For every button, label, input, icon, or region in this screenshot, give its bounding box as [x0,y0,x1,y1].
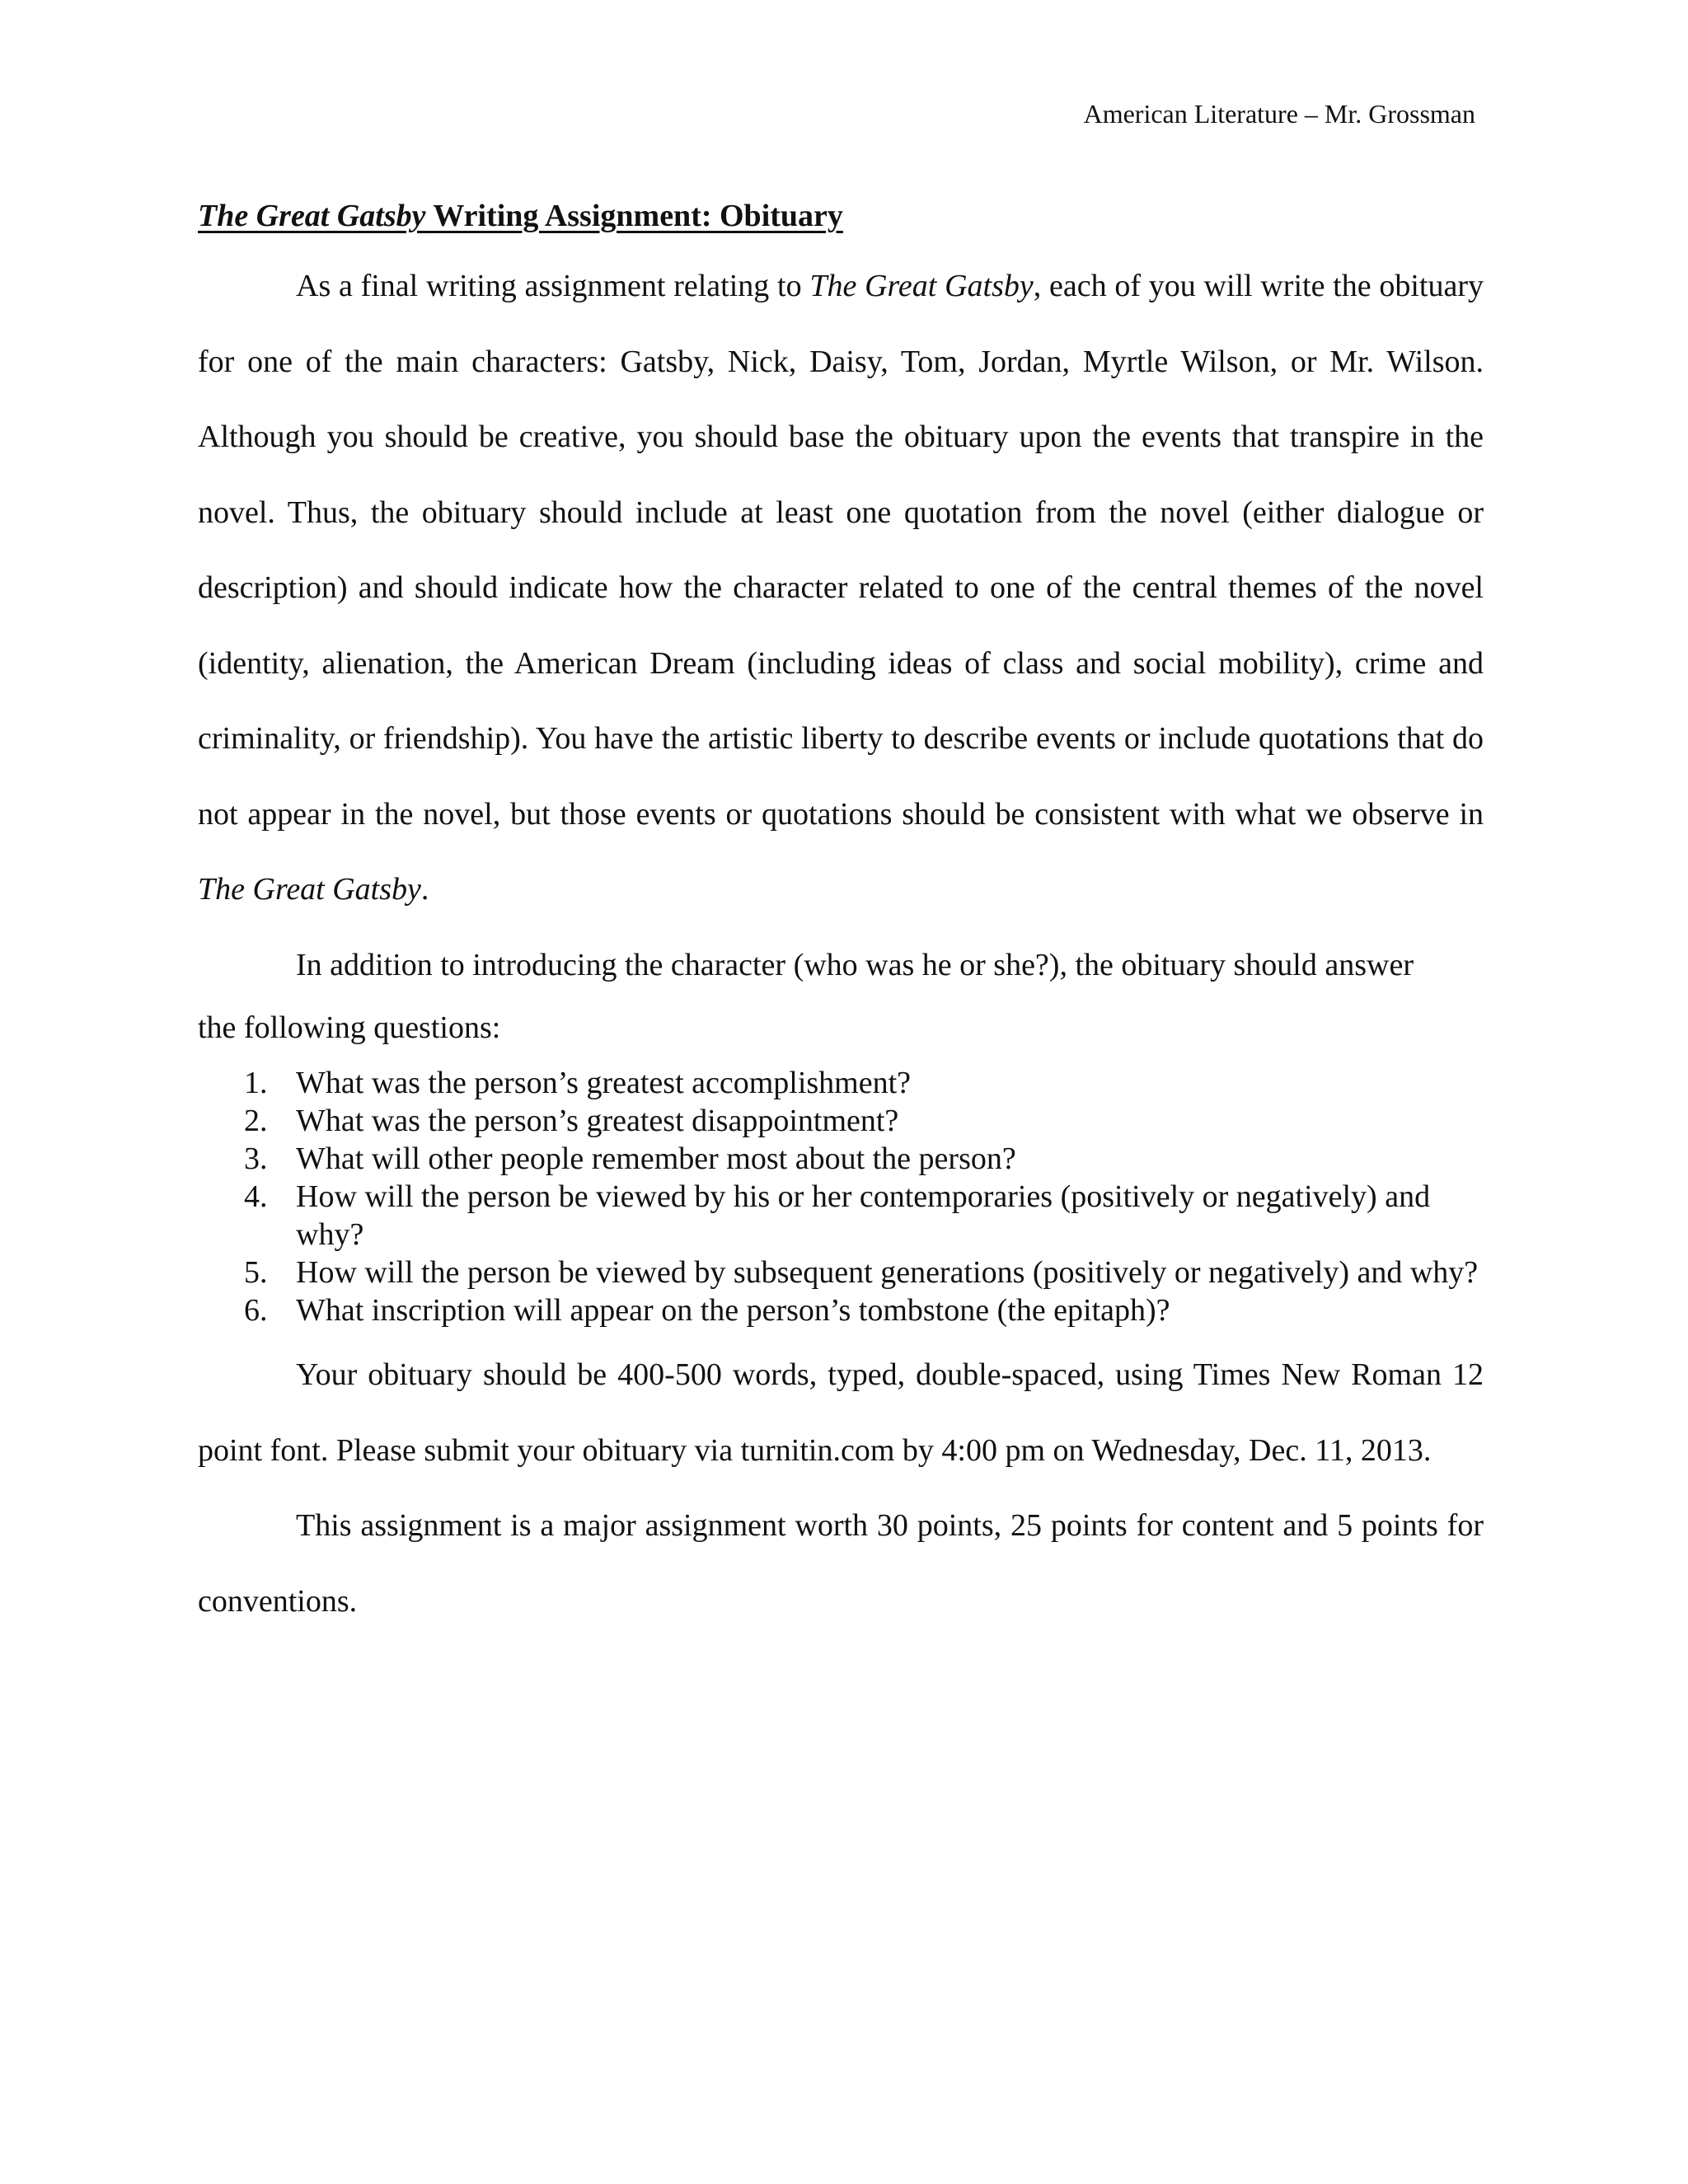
list-item-number: 2. [244,1104,268,1138]
list-item-text: How will the person be viewed by his or her contemporaries (positively or negatively) and why? [296,1179,1431,1252]
list-item-number: 6. [244,1293,268,1328]
list-item [198,1102,1484,1140]
list-item-text: What inscription will appear on the person’s tombstone (the epitaph)? [296,1293,1170,1328]
requirements-paragraph: Your obituary should be 400-500 words, typed, double-spaced, using Times New Roman 12 point font. Please submit your obituary via turnitin.com by 4:00 pm on Wednesday, Dec. 11, 2013. [198,1357,1484,1468]
intro-book-title-2: The Great Gatsby [198,872,421,907]
list-item-text: What was the person’s greatest accomplishment? [296,1066,912,1100]
list-item [198,1140,1484,1178]
title-book-name: The Great Gatsby [198,199,426,233]
list-item-number: 4. [244,1179,268,1214]
questions-list [198,1064,1484,1329]
list-item [198,1064,1484,1102]
course-header: American Literature – Mr. Grossman [1083,99,1475,129]
document-body [198,194,1484,1639]
list-item-text: What was the person’s greatest disappointment? [296,1104,899,1138]
grading-paragraph: This assignment is a major assignment worth 30 points, 25 points for content and 5 points for conventions. [198,1508,1484,1619]
intro-paragraph [198,249,1484,928]
list-item-text: How will the person be viewed by subsequent generations (positively or negatively) and why? [296,1255,1479,1290]
intro-text-end: . [420,872,429,907]
questions-intro-line-1: In addition to introducing the character (who was he or she?), the obituary should answer [296,947,1414,982]
questions-intro-line-2: the following questions: [198,1010,501,1045]
intro-book-title: The Great Gatsby [809,269,1034,303]
list-item [198,1178,1484,1254]
intro-text-start: As a final writing assignment relating to [296,269,810,303]
list-item-number: 5. [244,1255,268,1290]
list-item-text: What will other people remember most about the person? [296,1141,1016,1176]
list-item-number: 3. [244,1141,268,1176]
list-item [198,1291,1484,1329]
list-item-number: 1. [244,1066,268,1100]
list-item [198,1254,1484,1291]
page-title [198,194,1484,237]
title-rest: Writing Assignment: Obituary [425,199,843,233]
intro-text-middle: , each of you will write the obituary for one of the main characters: Gatsby, Nick, Daisy, Tom, Jordan, Myrtle Wilson, or Mr. Wilson. Although you should be creative, you should base the obituary upon the events that transpire in the novel. Thus, the obituary should include at least one quotation from the novel (either dialogue or description) and should indicate how the character related to one of the central themes of the novel (identity, alienation, the American Dream (including ideas of class and social mobility), crime and criminality, or friendship). You have the artistic liberty to describe events or include quotations that do not appear in the novel, but those events or quotations should be consistent with what we observe in [198,269,1484,832]
